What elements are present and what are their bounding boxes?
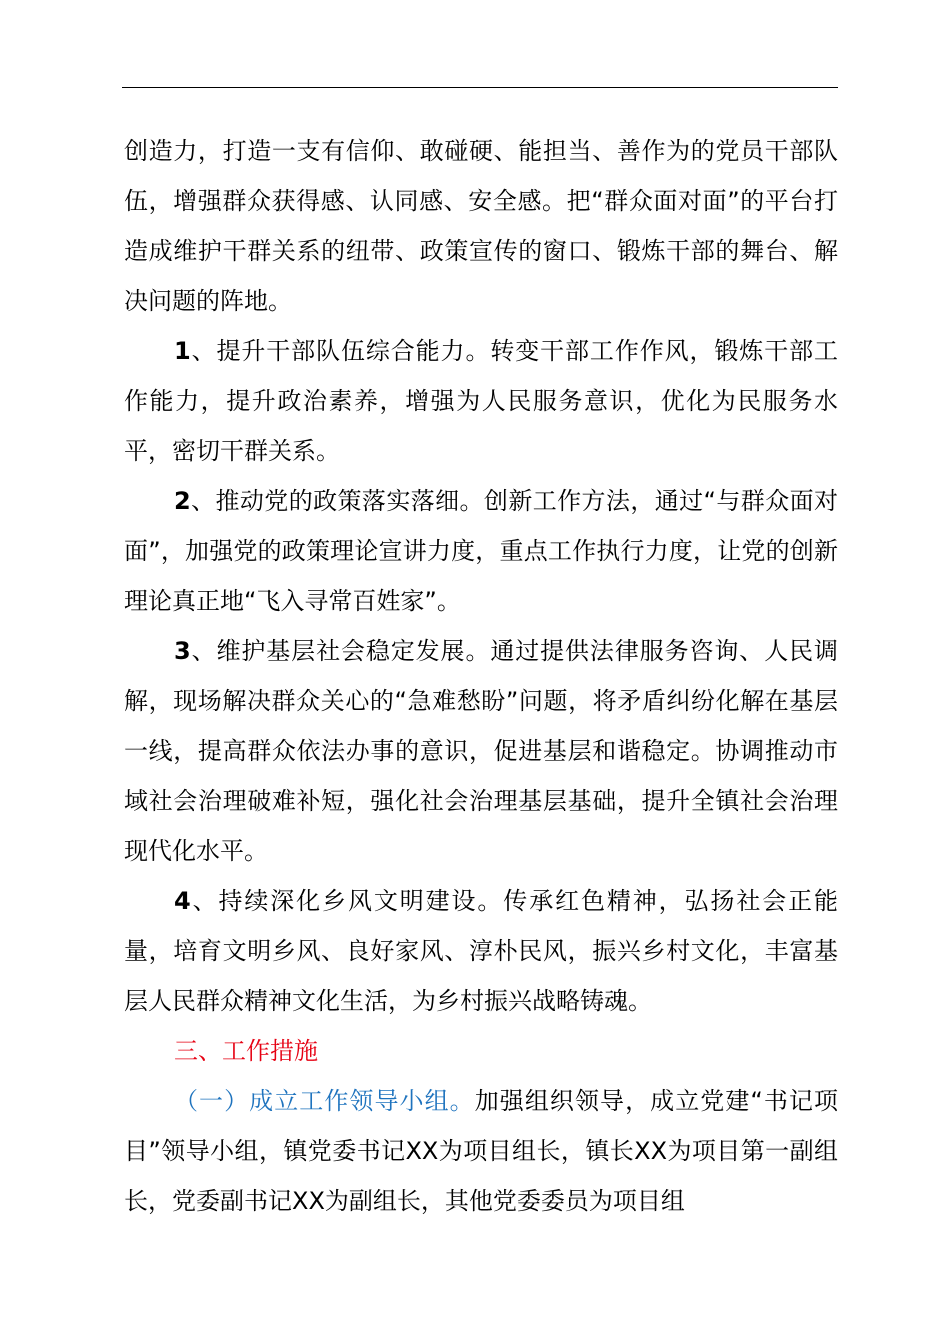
goal-paragraph-3 [124,626,838,876]
goal-number-2: 2 [174,487,191,515]
goal-text-2: 、推动党的政策落实落细。创新工作方法，通过“与群众面对面”，加强党的政策理论宣讲力度，重点工作执行力度，让党的创新理论真正地“飞入寻常百姓家”。 [124,487,838,615]
section-heading: 三、工作措施 [174,1037,318,1065]
goal-paragraph-4 [124,876,838,1026]
goal-paragraph-1 [124,326,838,476]
goal-text-4: 、持续深化乡风文明建设。传承红色精神，弘扬社会正能量，培育文明乡风、良好家风、淳朴民风，振兴乡村文化，丰富基层人民群众精神文化生活，为乡村振兴战略铸魂。 [124,887,838,1015]
goal-number-3: 3 [174,637,191,665]
goal-number-4: 4 [174,887,191,915]
goal-text-3: 、维护基层社会稳定发展。通过提供法律服务咨询、人民调解，现场解决群众关心的“急难愁盼”问题，将矛盾纠纷化解在基层一线，提高群众依法办事的意识，促进基层和谐稳定。协调推动市域社会治理破难补短，强化社会治理基层基础，提升全镇社会治理现代化水平。 [124,637,838,865]
header-rule [122,87,838,88]
measure-heading-1: （一）成立工作领导小组。 [174,1087,475,1115]
measure-text-1: 加强组织领导，成立党建“书记项目”领导小组，镇党委书记XX为项目组长，镇长XX为项目第一副组长，党委副书记XX为副组长，其他党委委员为项目组 [124,1087,839,1215]
goal-number-1: 1 [174,337,191,365]
document-body [124,126,838,1226]
goal-paragraph-2 [124,476,838,626]
intro-paragraph: 创造力，打造一支有信仰、敢碰硬、能担当、善作为的党员干部队伍，增强群众获得感、认同感、安全感。把“群众面对面”的平台打造成维护干群关系的纽带、政策宣传的窗口、锻炼干部的舞台、解决问题的阵地。 [124,137,838,315]
measure-paragraph-1 [124,1076,838,1226]
goal-text-1: 、提升干部队伍综合能力。转变干部工作作风，锻炼干部工作能力，提升政治素养，增强为人民服务意识，优化为民服务水平，密切干群关系。 [124,337,838,465]
